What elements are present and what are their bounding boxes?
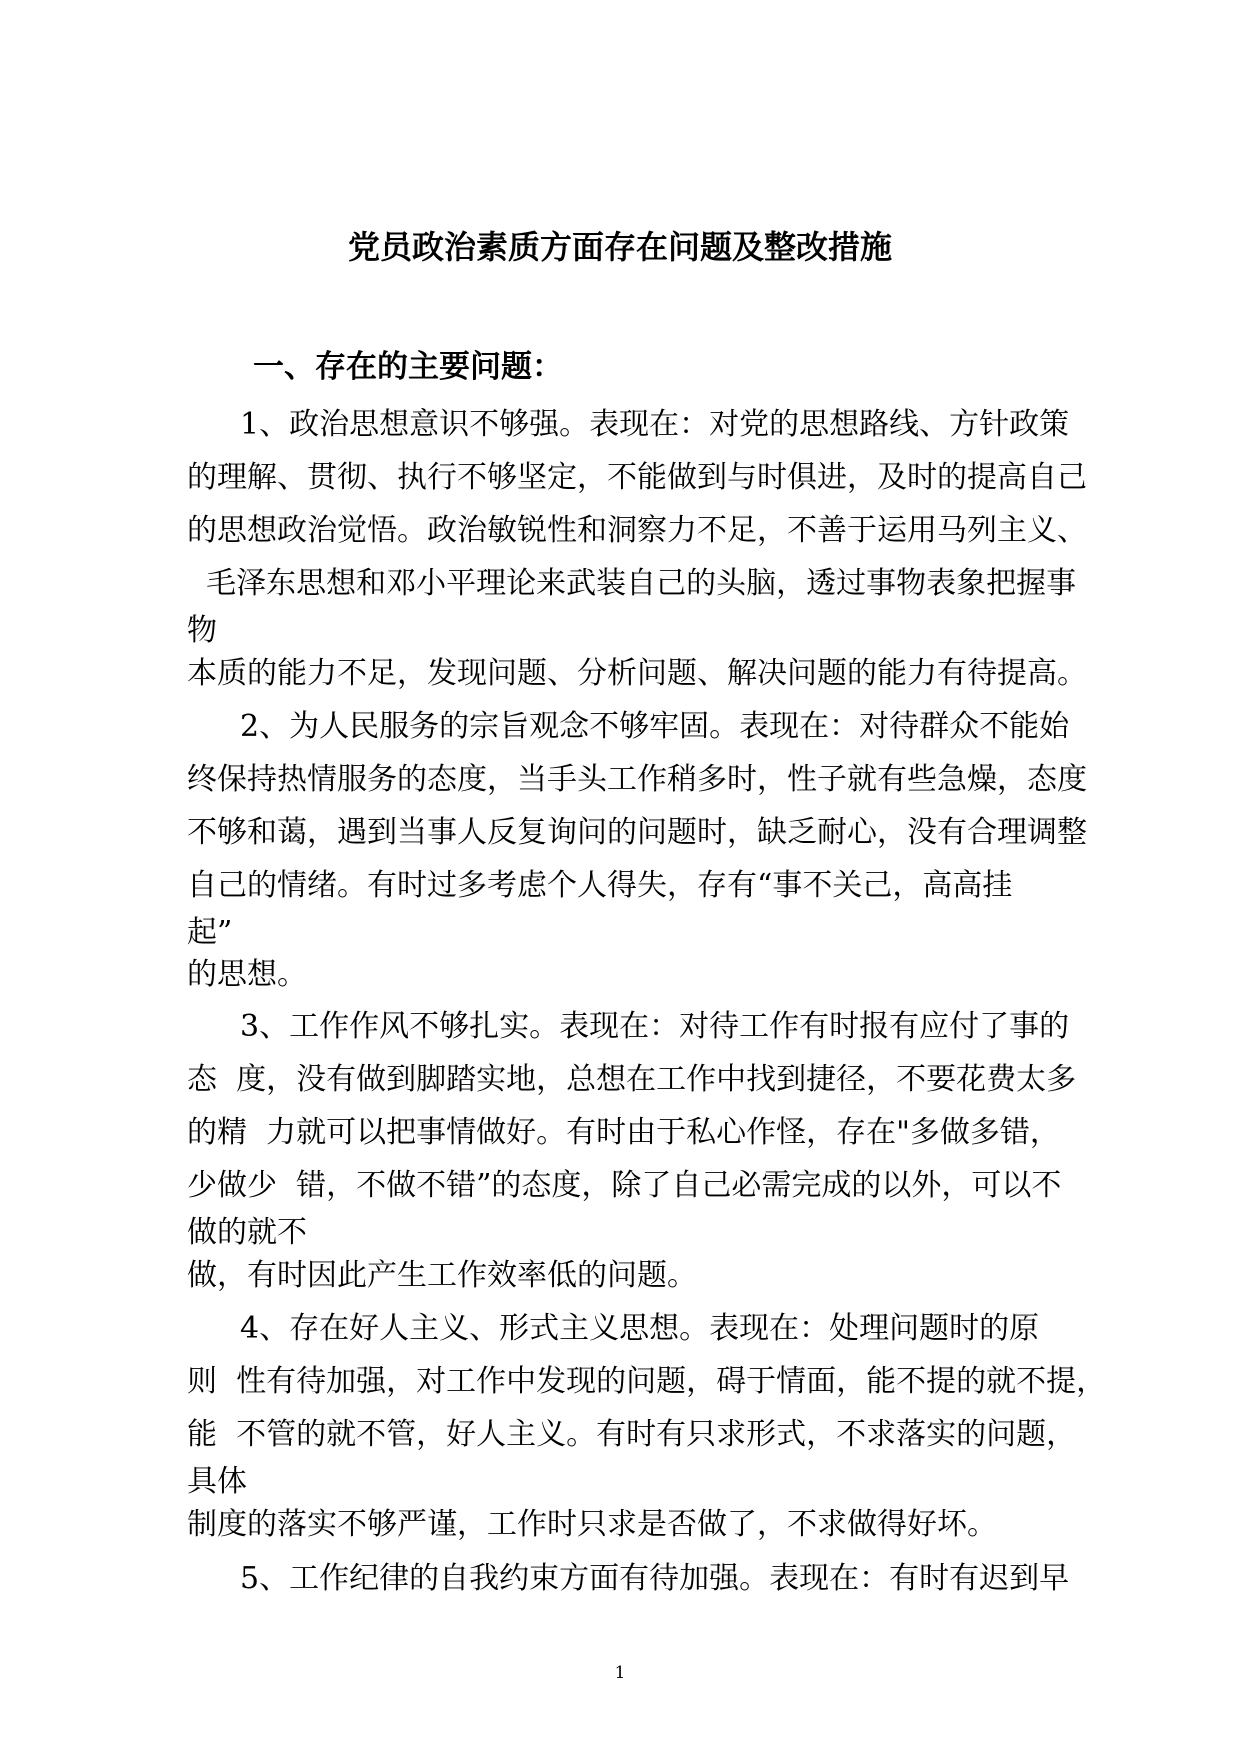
paragraph-line: 终保持热情服务的态度，当手头工作稍多时，性子就有些急燥，态度 <box>187 762 1087 797</box>
paragraph-line: 做，有时因此产生工作效率低的问题。 <box>187 1258 697 1293</box>
paragraph-line: 少做少 错，不做不错”的态度，除了自己必需完成的以外，可以不 <box>187 1168 1062 1203</box>
paragraph-line: 不够和蔼，遇到当事人反复询问的问题时，缺乏耐心，没有合理调整 <box>187 815 1087 850</box>
page-number: 1 <box>614 1663 626 1683</box>
paragraph-line: 则 性有待加强，对工作中发现的问题，碍于情面，能不提的就不提， <box>187 1364 1107 1399</box>
paragraph-line: 具体 <box>187 1464 247 1499</box>
paragraph-line: 制度的落实不够严谨，工作时只求是否做了，不求做得好坏。 <box>187 1507 997 1542</box>
paragraph-line: 5、工作纪律的自我约束方面有待加强。表现在：有时有迟到早 <box>240 1561 1070 1596</box>
paragraph-line: 自己的情绪。有时过多考虑个人得失，存有“事不关己，高高挂 <box>187 868 1013 903</box>
paragraph-line: 物 <box>187 613 217 648</box>
paragraph-line: 1、政治思想意识不够强。表现在：对党的思想路线、方针政策 <box>240 407 1070 442</box>
paragraph-line: 2、为人民服务的宗旨观念不够牢固。表现在：对待群众不能始 <box>240 709 1070 744</box>
paragraph-line: 做的就不 <box>187 1215 307 1250</box>
section-heading: 一、存在的主要问题： <box>253 349 563 385</box>
paragraph-line: 能 不管的就不管，好人主义。有时有只求形式，不求落实的问题， <box>187 1417 1077 1452</box>
paragraph-line: 本质的能力不足，发现问题、分析问题、解决问题的能力有待提高。 <box>187 656 1087 691</box>
paragraph-line: 起” <box>187 915 233 950</box>
paragraph-line: 的思想政治觉悟。政治敏锐性和洞察力不足，不善于运用马列主义、 <box>187 513 1087 548</box>
paragraph-line: 毛泽东思想和邓小平理论来武装自己的头脑，透过事物表象把握事 <box>187 566 1077 601</box>
paragraph-line: 的精 力就可以把事情做好。有时由于私心作怪，存在"多做多错， <box>187 1115 1060 1150</box>
paragraph-line: 3、工作作风不够扎实。表现在：对待工作有时报有应付了事的 <box>240 1009 1070 1044</box>
paragraph-line: 态 度，没有做到脚踏实地，总想在工作中找到捷径，不要花费太多 <box>187 1062 1077 1097</box>
paragraph-line: 的思想。 <box>187 957 307 992</box>
document-title: 党员政治素质方面存在问题及整改措施 <box>347 228 892 266</box>
paragraph-line: 4、存在好人主义、形式主义思想。表现在：处理问题时的原 <box>240 1311 1040 1346</box>
paragraph-line: 的理解、贯彻、执行不够坚定，不能做到与时俱进，及时的提高自己 <box>187 460 1087 495</box>
